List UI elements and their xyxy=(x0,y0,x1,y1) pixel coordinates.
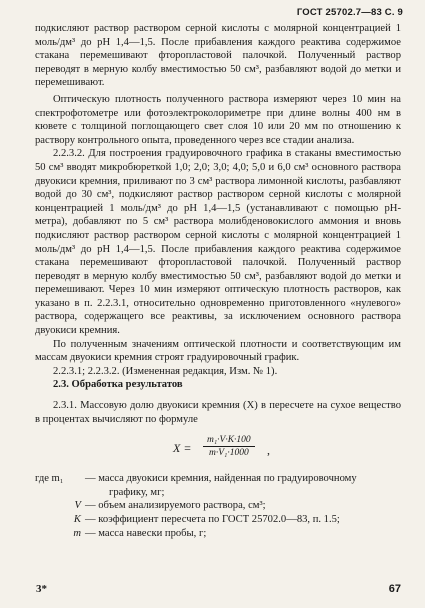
definition-text: — масса навески пробы, г; xyxy=(85,527,207,539)
paragraph-2: Оптическую плотность полученного раствора измеряют через 10 мин на спектрофотометре или фотоэлектроколориметре при длине волны 400 нм в кювете с толщиной поглощающего свет слоя 10 или 20 мм по отношению к раствору контрольного опыта, проведенного через все стадии анализа. xyxy=(35,93,401,146)
signature-mark: 3* xyxy=(36,583,47,595)
definition-row xyxy=(35,499,401,513)
body-text xyxy=(35,22,401,540)
definition-row xyxy=(35,472,401,486)
definition-text: графику, мг; xyxy=(109,486,165,498)
definition-row xyxy=(35,513,401,527)
definition-text: — масса двуокиси кремния, найденная по градуировочному xyxy=(85,473,357,485)
formula xyxy=(35,434,401,464)
formula-fraction xyxy=(203,434,255,459)
paragraph-4: По полученным значениям оптической плотности и соответствующим им массам двуокиси кремния строят градуировочный график. xyxy=(35,338,401,364)
paragraph-7: 2.3.1. Массовую долю двуокиси кремния (X) в пересчете на сухое вещество в процентах вычисляют по формуле xyxy=(35,400,401,425)
definition-symbol: K xyxy=(73,514,81,525)
paragraph-1: подкисляют раствор раствором серной кислоты с молярной концентрацией 1 моль/дм³ до pH 1,4—1,5. После прибавления каждого реактива содержимое стакана перемешивают фторопластовой палочкой. Полученный раствор переводят в мерную колбу вместимостью 50 см³, разбавляют водой до метки и перемешивают. xyxy=(35,23,401,89)
page-number: 67 xyxy=(388,583,401,595)
definition-text: — объем анализируемого раствора, см³; xyxy=(85,500,266,512)
formula-denominator: m·V₁·1000 xyxy=(208,448,249,459)
definition-row xyxy=(35,486,401,500)
formula-comma: , xyxy=(267,443,270,458)
definition-row xyxy=(35,527,401,541)
paragraph-3: 2.2.3.2. Для построения градуировочного графика в стаканы вместимостью 50 см³ вводят микробюреткой 1,0; 2,0; 3,0; 4,0; 5,0 и 6,0 см³ основного раствора двуокиси кремния, приливают по 3 см³ раствора лимонной кислоты, разбавляют водой до 30 см³, подкисляют раствор раствором серной кислоты с молярной концентрацией 1 моль/дм³ до pH 1,4—1,5 (устанавливают с помощью pH-метра), добавляют по 5 см³ раствора молибденовокислого аммония и вновь подкисляют раствор раствором серной кислоты с молярной концентрацией 1 моль/дм³ до pH 1,4—1,5. После прибавления каждого реактива содержимое стакана перемешивают фторопластовой палочкой. Полученный раствор переводят в мерную колбу вместимостью 50 см³, разбавляют водой до метки и перемешивают. Через 10 мин измеряют оптическую плотность растворов, как указано в п. 2.2.3.1, относительно одновременно приготовленного «нулевого» раствора, содержащего все реактивы, за исключением основного раствора двуокиси кремния. xyxy=(35,148,401,337)
amendment-note: 2.2.3.1; 2.2.3.2. (Измененная редакция, Изм. № 1). xyxy=(53,365,278,377)
definition-symbol: где m₁ xyxy=(35,473,64,485)
formula-numerator: m₁·V·K·100 xyxy=(203,434,255,447)
section-heading: 2.3. Обработка результатов xyxy=(53,379,183,391)
definition-symbol: V xyxy=(74,500,81,512)
definition-list xyxy=(35,472,401,540)
definition-text: — коэффициент пересчета по ГОСТ 25702.0—83, п. 1.5; xyxy=(85,514,340,525)
definition-symbol: m xyxy=(73,527,81,539)
page-header: ГОСТ 25702.7—83 С. 9 xyxy=(296,7,403,18)
formula-lhs: X = xyxy=(173,441,192,456)
